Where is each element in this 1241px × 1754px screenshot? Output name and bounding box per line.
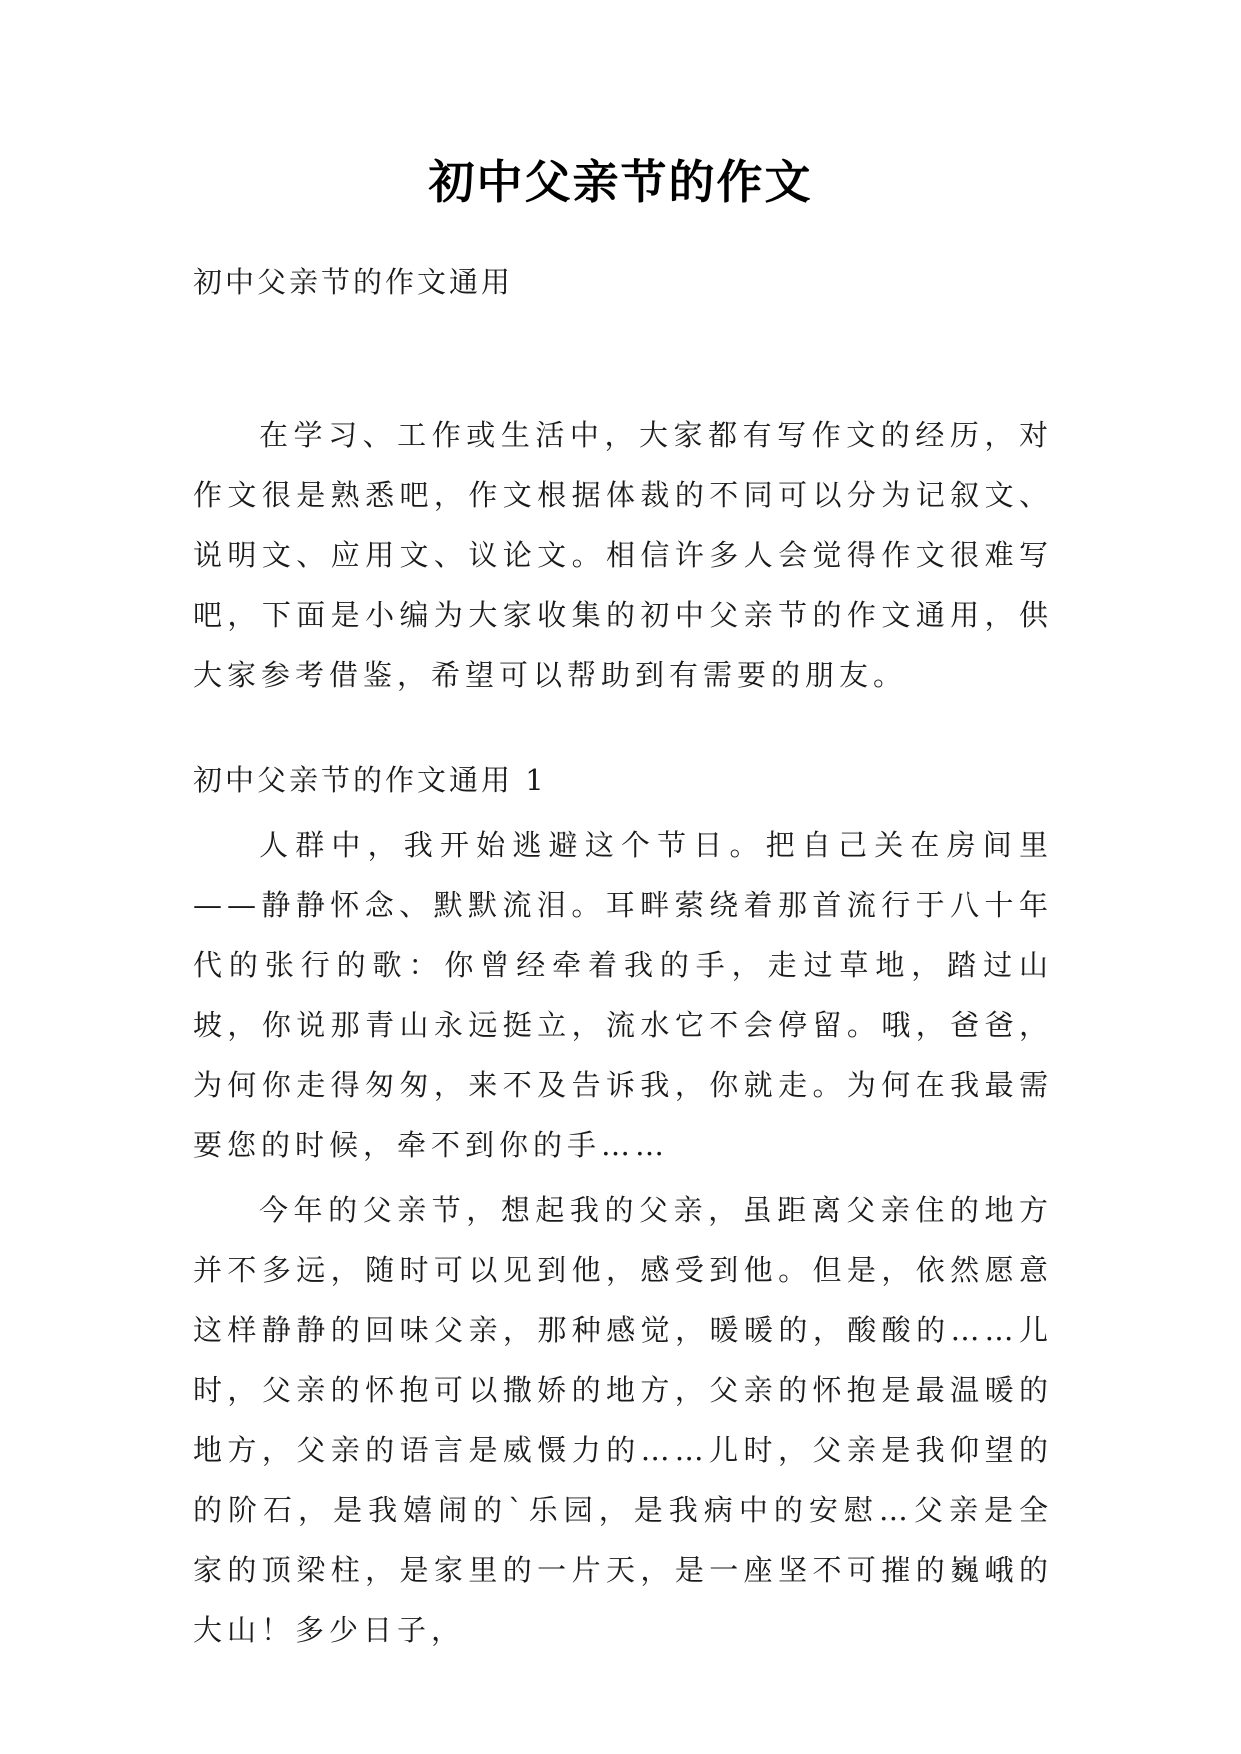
essay-paragraph: 今年的父亲节，想起我的父亲，虽距离父亲住的地方并不多远，随时可以见到他，感受到他。但是，依然愿意这样静静的回味父亲，那种感觉，暖暖的，酸酸的……儿时，父亲的怀抱可以撒娇的地方，父亲的怀抱是最温暖的地方，父亲的语言是威慑力的……儿时，父亲是我仰望的的阶石，是我嬉闹的`乐园，是我病中的安慰…父亲是全家的顶梁柱，是家里的一片天，是一座坚不可摧的巍峨的大山！多少日子， [193, 1193, 1053, 1647]
intro-paragraph: 在学习、工作或生活中，大家都有写作文的经历，对作文很是熟悉吧，作文根据体裁的不同可以分为记叙文、说明文、应用文、议论文。相信许多人会觉得作文很难写吧，下面是小编为大家收集的初中父亲节的作文通用，供大家参考借鉴，希望可以帮助到有需要的朋友。 [193, 418, 1053, 692]
essay-paragraph: 人群中，我开始逃避这个节日。把自己关在房间里——静静怀念、默默流泪。耳畔萦绕着那首流行于八十年代的张行的歌：你曾经牵着我的手，走过草地，踏过山坡，你说那青山永远挺立，流水它不会停留。哦，爸爸，为何你走得匆匆，来不及告诉我，你就走。为何在我最需要您的时候，牵不到你的手…… [193, 828, 1053, 1162]
essay-body [193, 815, 1053, 1665]
document-title: 初中父亲节的作文 [428, 155, 813, 209]
document-subtitle: 初中父亲节的作文通用 [193, 265, 514, 299]
section-heading: 初中父亲节的作文通用 1 [193, 763, 547, 797]
